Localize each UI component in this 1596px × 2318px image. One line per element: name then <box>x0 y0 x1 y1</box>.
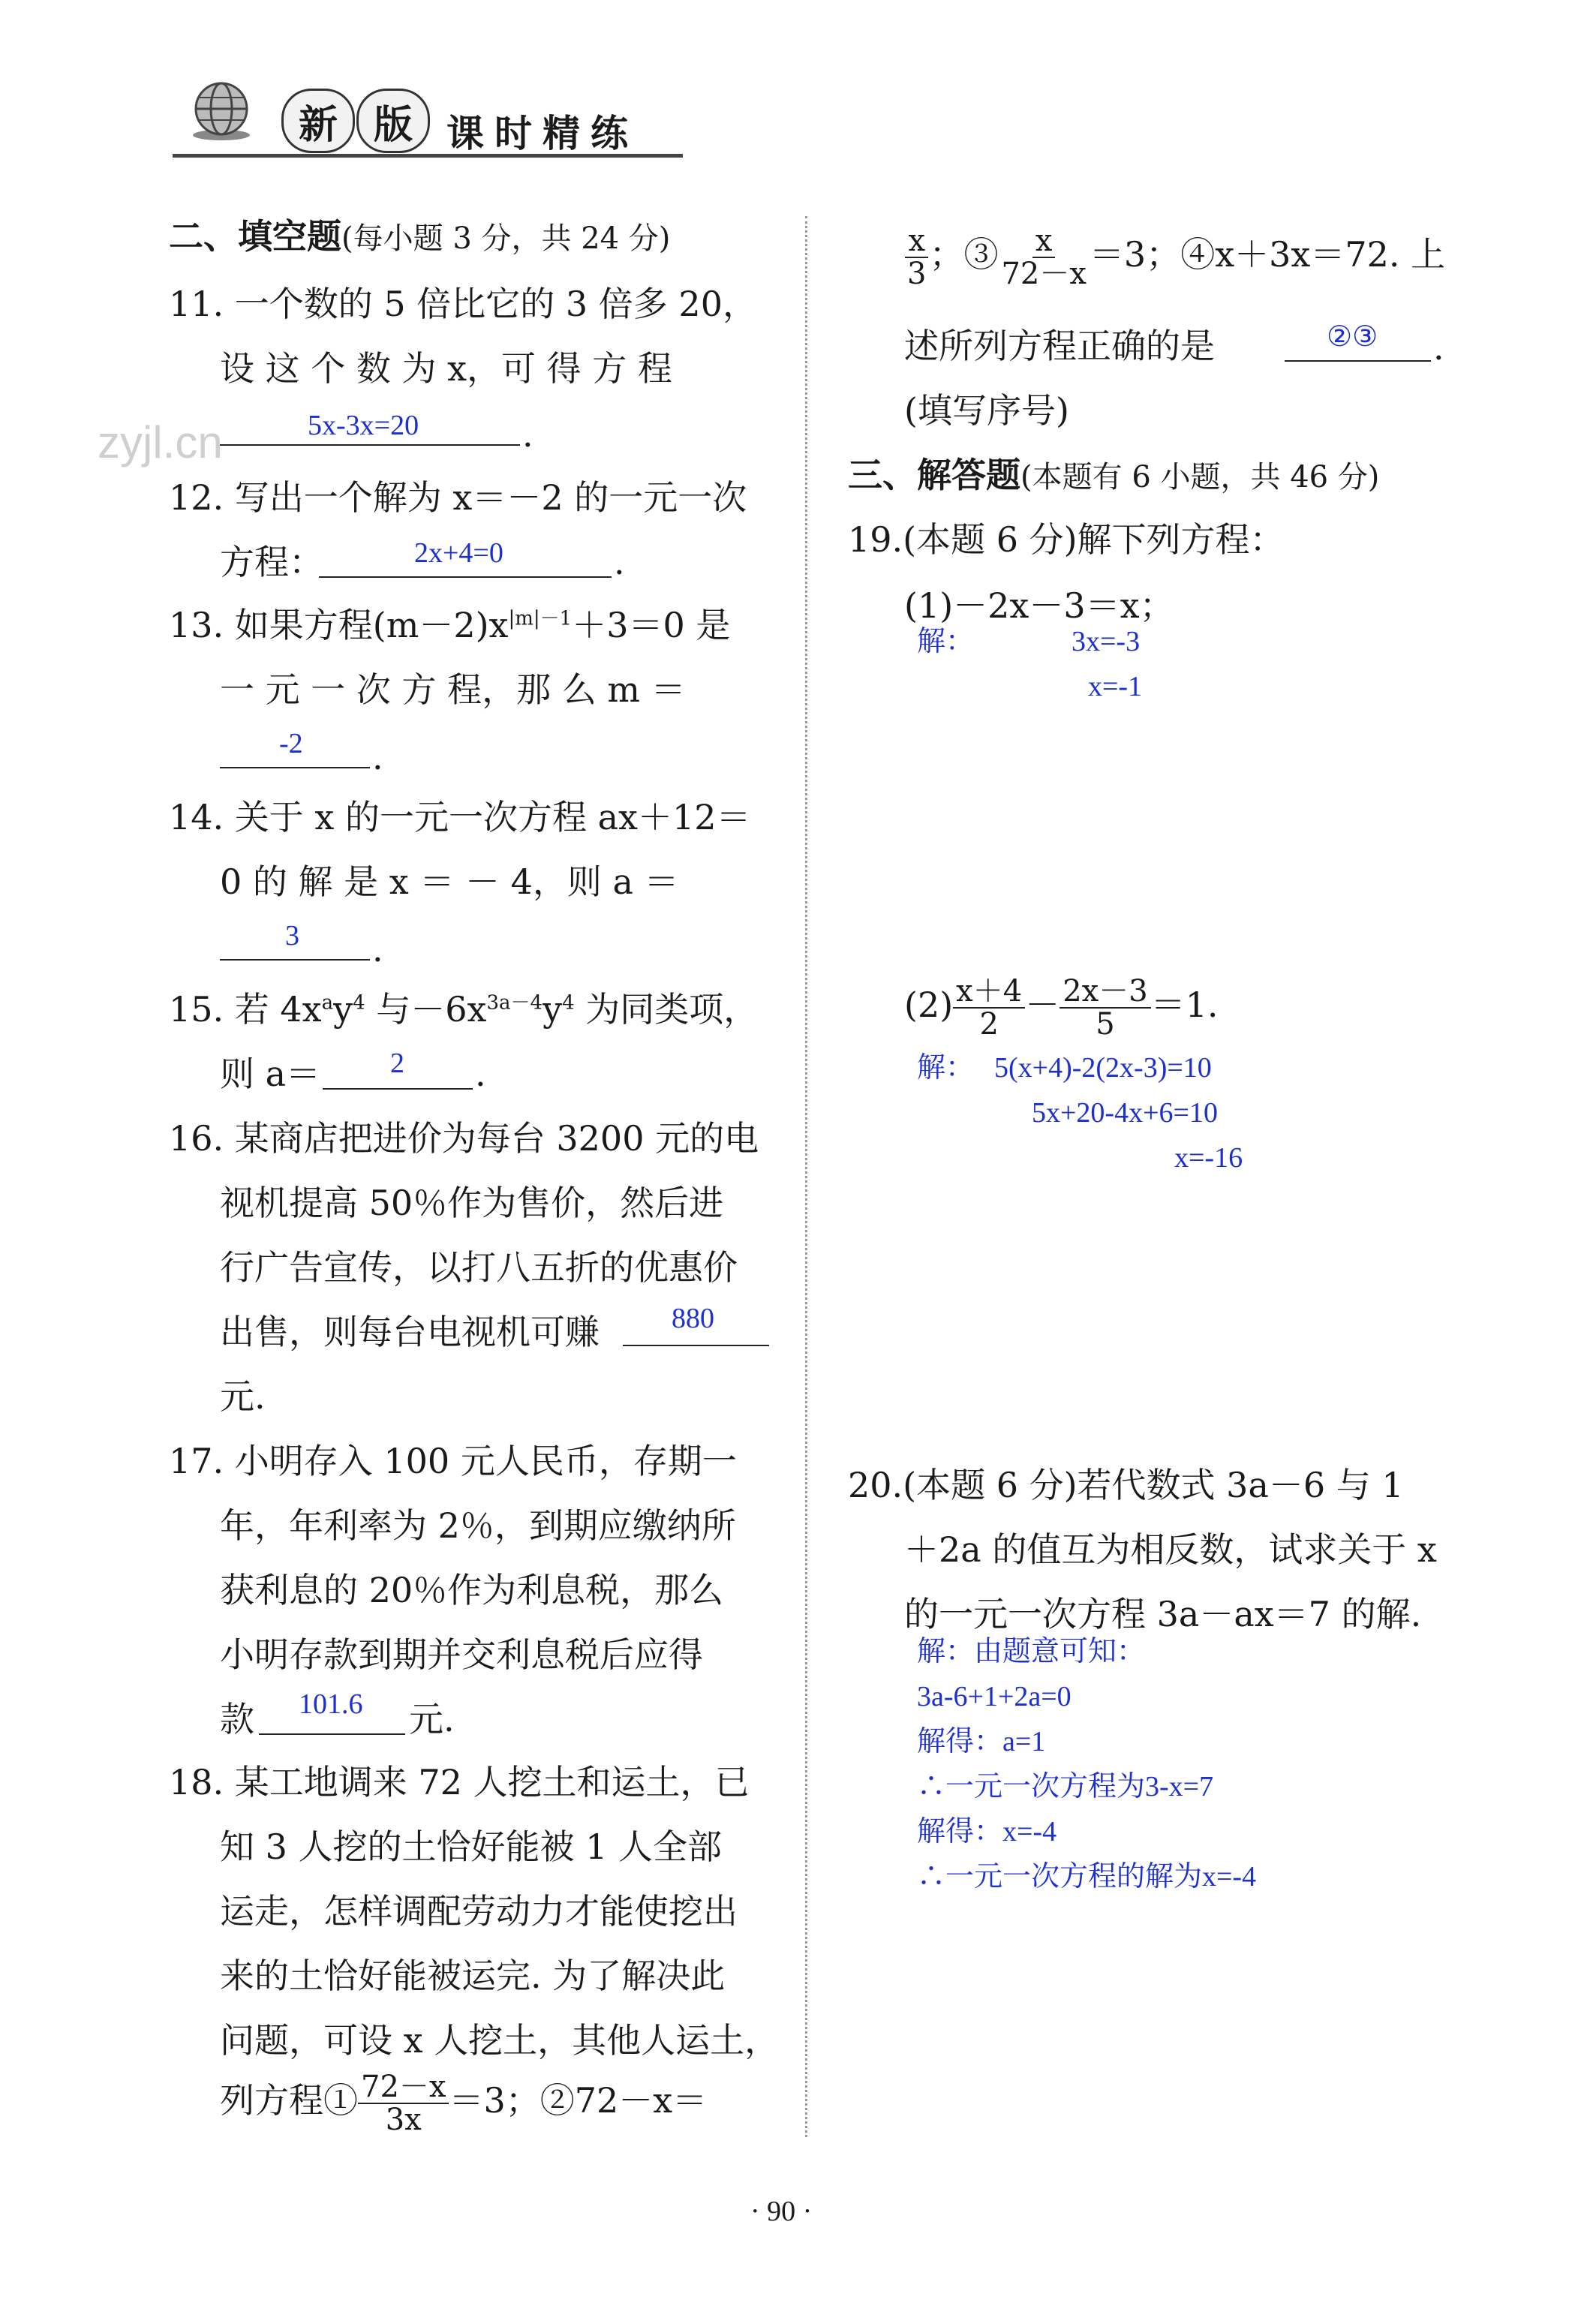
q18-fraction-3: $\frac{x}{72-x}$ <box>1001 224 1087 291</box>
q18-line6: 列方程① $\frac{72-x}{3x}$ ＝3；②72－x＝ <box>220 2070 708 2137</box>
q20-line3: 的一元一次方程 3a－ax＝7 的解. <box>904 1594 1422 1634</box>
q16-line3: 行广告宣传，以打八五折的优惠价 <box>220 1247 738 1288</box>
q16-line1: 16. 某商店把进价为每台 3200 元的电 <box>169 1118 759 1159</box>
page-number: · 90 · <box>750 2196 813 2227</box>
section3-note: (本题有 6 小题，共 46 分) <box>1020 460 1380 495</box>
section3-heading-line <box>848 455 1380 495</box>
q19-fraction-1: $\frac{x+4}{2}$ <box>953 976 1025 1040</box>
q16-line2: 视机提高 50％作为售价，然后进 <box>220 1183 724 1223</box>
q17-line5-a: 款 <box>220 1699 254 1739</box>
q18-fraction-1: $\frac{72-x}{3x}$ <box>358 2071 449 2136</box>
q15-answer: 2 <box>390 1048 404 1079</box>
watermark: zyjl.cn <box>98 417 223 468</box>
section2-heading-line <box>169 216 671 257</box>
q18-line5: 问题，可设 x 人挖土，其他人运土， <box>220 2020 780 2061</box>
q11-end: . <box>522 414 534 455</box>
q14-line1: 14. 关于 x 的一元一次方程 ax＋12＝ <box>169 797 751 837</box>
q13-blank <box>220 767 370 768</box>
q15-blank <box>323 1088 473 1090</box>
q16-line5: 元. <box>220 1376 266 1417</box>
q18-line7: $\frac{x}{3}$ ；③ $\frac{x}{72-x}$ ＝3；④x＋3x＝72. 上 <box>904 225 1445 290</box>
q13-end: . <box>372 737 383 777</box>
q15-line1: 15. 若 $4x^ay^4$ 与$-6x^{3a-4}y^4$ 为同类项， <box>169 989 759 1030</box>
q15-line2: 则 a＝ <box>220 1054 321 1094</box>
q12-end: . <box>614 542 625 582</box>
q16-blank <box>623 1345 769 1346</box>
q20-ans-4: ∴一元一次方程为3-x=7 <box>917 1771 1214 1802</box>
q11-line1: 11. 一个数的 5 倍比它的 3 倍多 20， <box>169 284 757 324</box>
q20-line2: ＋2a 的值互为相反数，试求关于 x <box>904 1529 1437 1570</box>
q17-line5-b: 元. <box>409 1699 455 1739</box>
q17-line4: 小明存款到期并交利息税后应得 <box>220 1634 703 1675</box>
q18-line3: 运走，怎样调配劳动力才能使挖出 <box>220 1891 738 1932</box>
q19-part2-ans-label: 解： <box>917 1052 975 1084</box>
q17-line3: 获利息的 20％作为利息税，那么 <box>220 1570 724 1610</box>
q18-line1: 18. 某工地调来 72 人挖土和运土，已 <box>169 1762 750 1802</box>
q14-blank <box>220 959 370 961</box>
q12-answer: 2x+4=0 <box>414 537 503 569</box>
q14-end: . <box>372 929 383 970</box>
header-badge-2: 版 <box>356 89 430 153</box>
q19-part2-ans-2: 5x+20-4x+6=10 <box>1032 1097 1218 1129</box>
q12-line1: 12. 写出一个解为 x＝－2 的一元一次 <box>169 477 747 518</box>
q19-part2-ans-1: 5(x+4)-2(2x-3)=10 <box>994 1052 1212 1084</box>
q18-answer: ②③ <box>1327 321 1378 353</box>
q11-answer: 5x-3x=20 <box>308 410 419 441</box>
q19-title: 19.(本题 6 分)解下列方程： <box>848 519 1285 560</box>
header <box>173 45 683 173</box>
q17-blank <box>259 1733 405 1735</box>
q11-line2: 设 这 个 数 为 x，可 得 方 程 <box>220 348 672 389</box>
header-badge-1: 新 <box>281 89 355 153</box>
q16-line4: 出售，则每台电视机可赚 <box>220 1312 600 1352</box>
section2-note: (每小题 3 分，共 24 分) <box>341 221 671 256</box>
q19-part2: (2) $\frac{x+4}{2}$ － $\frac{2x-3}{5}$ ＝1. <box>904 974 1219 1042</box>
column-divider <box>805 216 807 2137</box>
q20-ans-2: 3a-6+1+2a=0 <box>917 1681 1072 1712</box>
q14-answer: 3 <box>285 920 299 952</box>
q16-answer: 880 <box>672 1303 714 1334</box>
q17-answer: 101.6 <box>299 1688 363 1720</box>
q18-line2: 知 3 人挖的土恰好能被 1 人全部 <box>220 1826 723 1867</box>
q20-ans-5: 解得：x=-4 <box>917 1816 1057 1847</box>
q17-line2: 年，年利率为 2％，到期应缴纳所 <box>220 1505 736 1546</box>
q12-line2: 方程： <box>220 542 323 582</box>
q15-end: . <box>475 1054 486 1094</box>
header-title: 课时精练 <box>446 111 639 155</box>
q13-answer: -2 <box>279 728 303 759</box>
q19-part1-ans-label: 解： <box>917 626 975 657</box>
q18-line4: 来的土恰好能被运完. 为了解决此 <box>220 1956 726 1996</box>
q14-line2: 0 的 解 是 x ＝ － 4，则 a ＝ <box>220 861 679 902</box>
q11-blank <box>220 444 520 446</box>
globe-logo-icon <box>188 75 255 143</box>
q18-line8: 述所列方程正确的是 <box>904 326 1215 366</box>
q12-blank <box>319 576 612 578</box>
q20-line1: 20.(本题 6 分)若代数式 3a－6 与 1 <box>848 1465 1404 1505</box>
q18-blank <box>1285 360 1431 362</box>
q18-line8-end: . <box>1433 327 1444 368</box>
section2-heading: 二、填空题 <box>169 216 341 257</box>
header-rule <box>173 154 683 158</box>
q19-part2-ans-3: x=-16 <box>1174 1142 1243 1174</box>
q19-part1: (1)－2x－3＝x； <box>904 585 1174 626</box>
q13-line2: 一 元 一 次 方 程，那 么 m ＝ <box>220 669 686 710</box>
q19-part1-ans-1: 3x=-3 <box>1072 626 1141 657</box>
q20-ans-3: 解得：a=1 <box>917 1726 1046 1757</box>
q13-line1: 13. 如果方程$(m-2)x^{|m|-1}+3=0$ 是 <box>169 605 731 645</box>
q20-ans-1: 解：由题意可知： <box>917 1636 1146 1667</box>
q19-fraction-2: $\frac{2x-3}{5}$ <box>1059 976 1150 1040</box>
q19-part1-ans-2: x=-1 <box>1088 671 1143 702</box>
q18-fraction-2: $\frac{x}{3}$ <box>904 225 929 290</box>
q18-line9: (填写序号) <box>904 390 1069 431</box>
q17-line1: 17. 小明存入 100 元人民币，存期一 <box>169 1441 737 1481</box>
q20-ans-6: ∴一元一次方程的解为x=-4 <box>917 1861 1257 1893</box>
section3-heading: 三、解答题 <box>848 455 1020 495</box>
